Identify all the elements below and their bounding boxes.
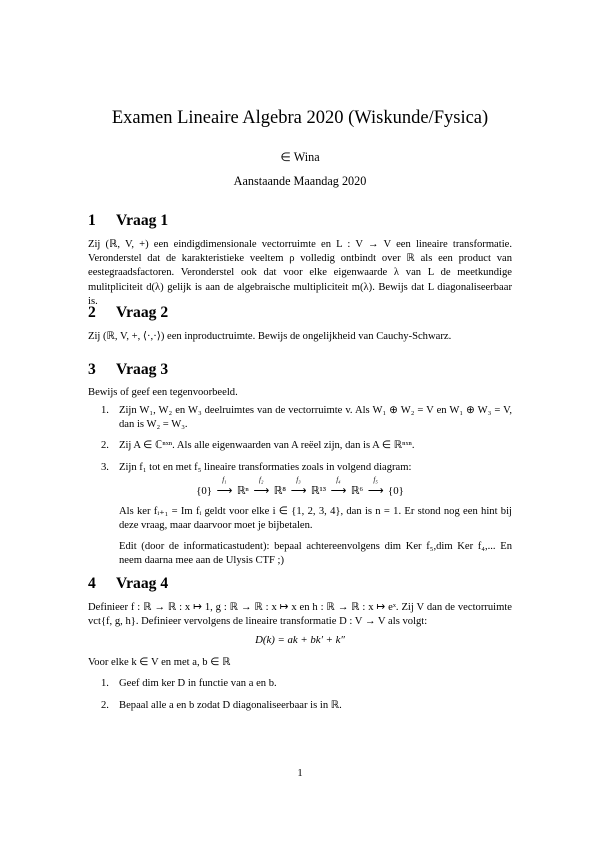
item-text: Zij A ∈ ℂⁿˣⁿ. Als alle eigenwaarden van A reëel zijn, dan is A ∈ ℝⁿˣⁿ.	[119, 440, 415, 452]
arrow-label: f₁	[222, 476, 227, 484]
exact-sequence-diagram	[88, 476, 512, 497]
list-item	[88, 439, 512, 453]
section-heading-4	[88, 575, 168, 593]
section-4-after: Voor elke k ∈ V en met a, b ∈ ℝ	[88, 657, 231, 668]
section-heading-1	[88, 212, 168, 230]
section-1-text: Zij (ℝ, V, +) een eindigdimensionale vectorruimte en L : V → V een lineaire transformatie. Veronderstel dat de karakteristieke veeltem ρ volledig ontbindt over ℝ als een product van eestegraadsfactoren. Veronderstel ook dat voor elke eigenwaarde λ van L de meetkundige mulitpliciteit d(λ) gelijk is aan de algebraische multipliciteit m(λ). Bewijs dat L diagonaliseerbaar is.	[88, 239, 512, 307]
section-number: 4	[88, 575, 96, 592]
diagram-node: {0}	[196, 485, 212, 497]
section-4-text: Definieer f : ℝ → ℝ : x ↦ 1, g : ℝ → ℝ : x ↦ x en h : ℝ → ℝ : x ↦ eˣ. Zij V dan de vectorruimte vct{f, g, h}. Definieer vervolgens de lineaire transformatie D : V → V als volgt:	[88, 602, 512, 628]
date: Aanstaande Maandag 2020	[233, 174, 367, 188]
section-heading-3	[88, 361, 168, 379]
section-4-list	[88, 677, 512, 713]
section-number: 2	[88, 304, 96, 321]
arrow-label: f₅	[373, 476, 378, 484]
item-label: 2.	[101, 700, 109, 712]
diagram-node: ℝ¹³	[310, 485, 326, 497]
item-text: Geef dim ker D in functie van a en b.	[119, 678, 277, 689]
section-number: 3	[88, 361, 96, 378]
diagram-arrow: f₄ ⟶	[330, 476, 347, 497]
author: ∈ Wina	[280, 150, 320, 164]
item-text: Zijn W₁, W₂ en W₃ deelruimtes van de vectorruimte v. Als W₁ ⊕ W₂ = V en W₁ ⊕ W₃ = V, dan is W₂ = W₃.	[119, 405, 512, 431]
item-text: Bepaal alle a en b zodat D diagonaliseerbaar is in ℝ.	[119, 700, 342, 712]
section-number: 1	[88, 212, 96, 229]
section-title: Vraag 3	[116, 361, 169, 378]
section-3-edit: Edit (door de informaticastudent): bepaal achtereenvolgens dim Ker f₅,dim Ker f₄,... En neem daarna mee aan de Ulysis CTF ;)	[119, 541, 512, 567]
document-title: Examen Lineaire Algebra 2020 (Wiskunde/Fysica)	[111, 108, 489, 128]
diagram-arrow: f₁ ⟶	[216, 476, 233, 497]
diagram-arrow: f₂ ⟶	[253, 476, 269, 497]
list-item	[88, 404, 512, 432]
section-3-intro: Bewijs of geef een tegenvoorbeeld.	[88, 387, 238, 398]
arrow-label: f₂	[259, 476, 264, 484]
item-label: 3.	[101, 461, 109, 473]
diagram-arrow: f₃ ⟶	[290, 476, 307, 497]
item-label: 1.	[101, 405, 109, 416]
page-number: 1	[297, 768, 303, 779]
section-title: Vraag 4	[116, 575, 169, 592]
diagram-node: ℝ⁶	[350, 485, 364, 497]
list-item	[88, 699, 512, 713]
formula: D(k) = ak + bk′ + k″	[255, 634, 345, 646]
list-item	[88, 677, 512, 691]
item-label: 1.	[101, 678, 109, 689]
diagram-node: ℝⁿ	[236, 485, 249, 497]
diagram-node: ℝ⁸	[273, 485, 287, 497]
arrow-label: f₄	[336, 476, 341, 484]
section-3-list	[88, 404, 512, 475]
item-label: 2.	[101, 440, 109, 452]
section-3-conclusion: Als ker fᵢ₊₁ = Im fᵢ geldt voor elke i ∈ {1, 2, 3, 4}, dan is n = 1. Er stond nog een hint bij deze vraag, maar daarvoor moet je bijbetalen.	[119, 506, 512, 532]
diagram-node: {0}	[388, 485, 404, 497]
section-heading-2	[88, 304, 168, 322]
diagram-arrow: f₅ ⟶	[367, 476, 384, 497]
section-title: Vraag 1	[116, 212, 169, 229]
arrow-label: f₃	[296, 476, 301, 484]
list-item	[88, 461, 512, 475]
section-2-text: Zij (ℝ, V, +, ⟨·,·⟩) een inproductruimte. Bewijs de ongelijkheid van Cauchy-Schwarz.	[88, 331, 452, 342]
section-title: Vraag 2	[116, 304, 169, 321]
item-text: Zijn f₁ tot en met f₅ lineaire transformaties zoals in volgend diagram:	[119, 461, 412, 473]
